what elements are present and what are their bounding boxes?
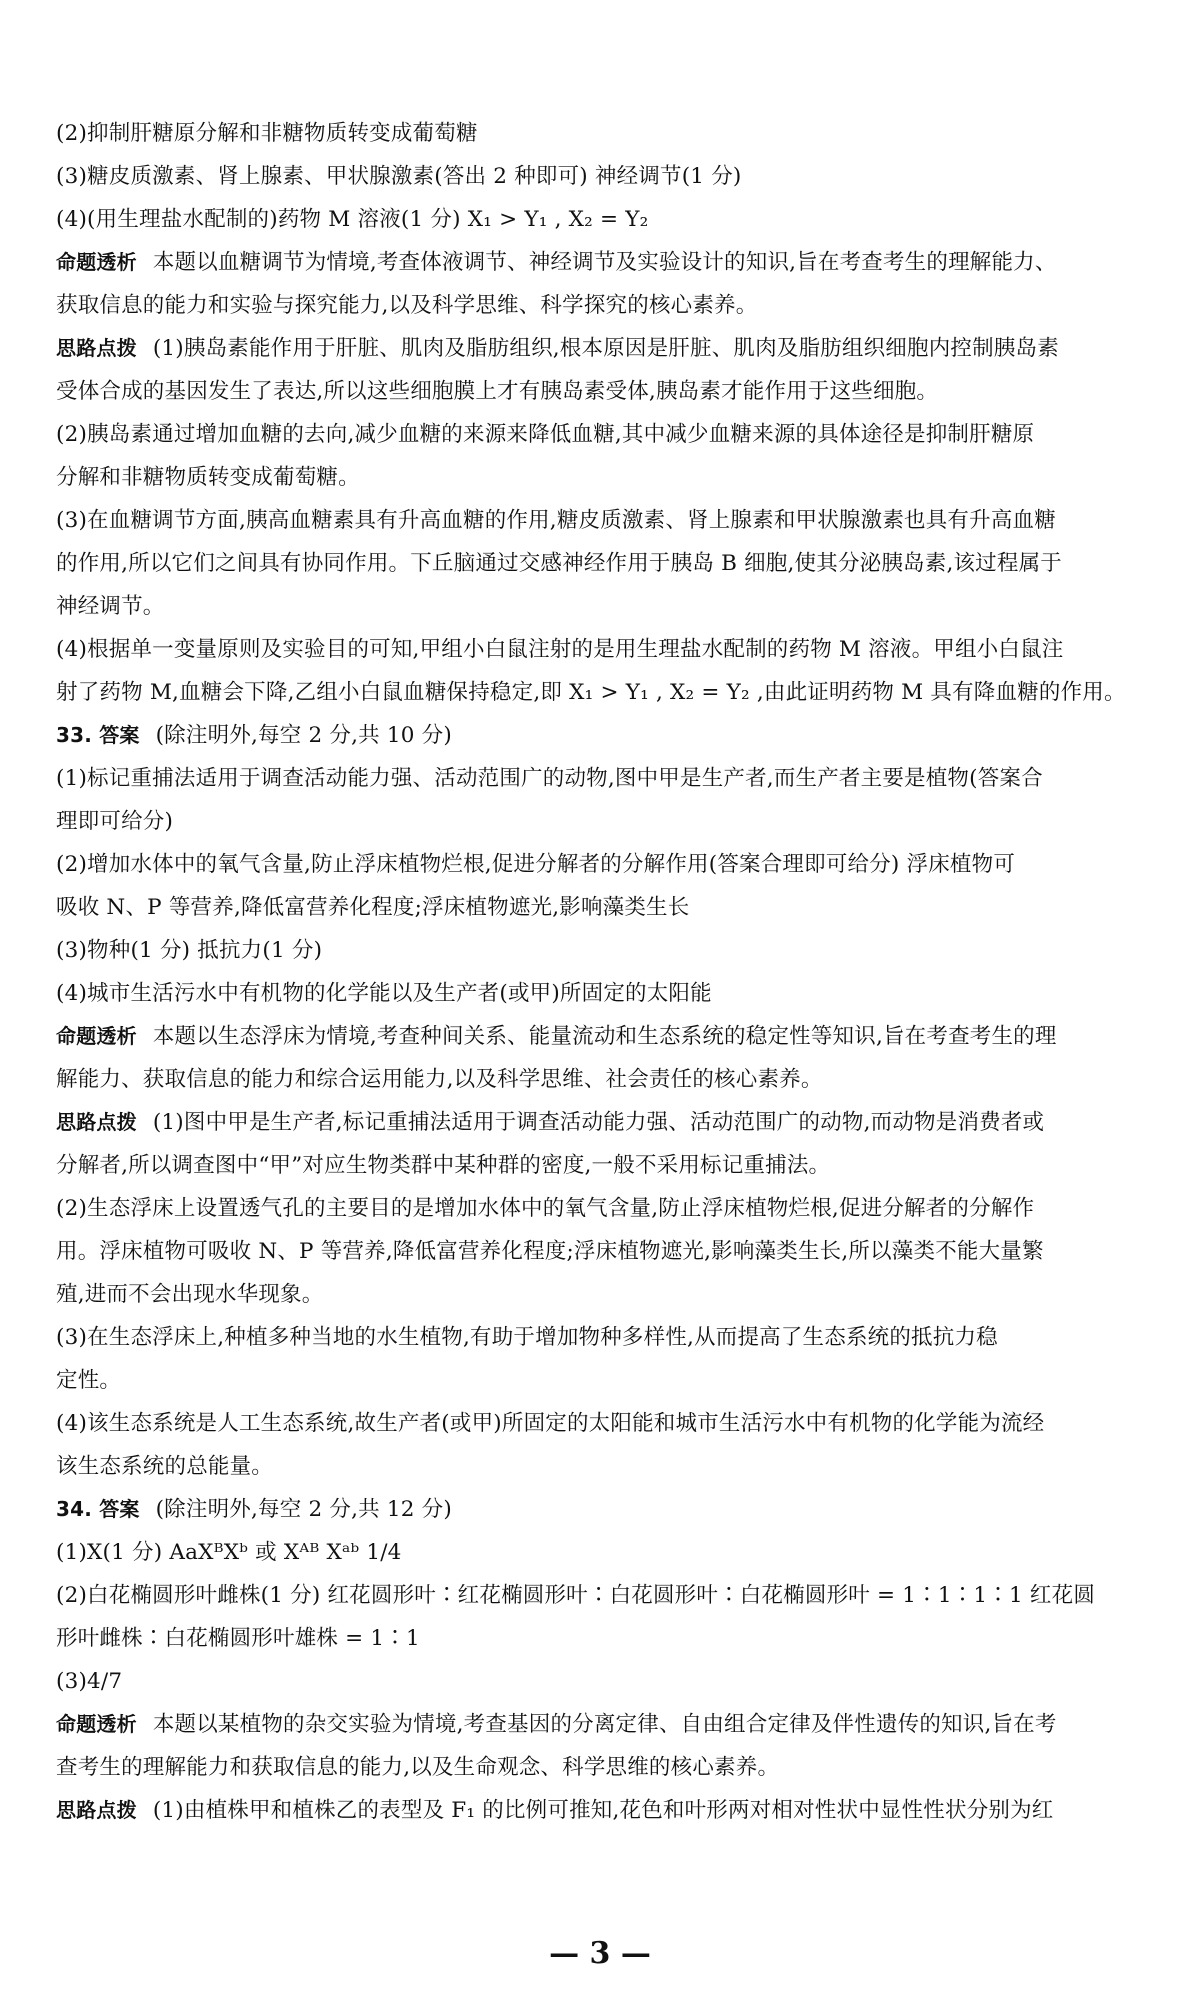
section-label-line (56, 1789, 1156, 1832)
section-label-line (56, 1101, 1156, 1144)
text-line (56, 1445, 1156, 1488)
text-line (56, 1746, 1156, 1789)
line-text: (3)物种(1 分) 抵抗力(1 分) (56, 938, 323, 963)
line-text: 理即可给分) (56, 809, 174, 834)
line-text: 解能力、获取信息的能力和综合运用能力,以及科学思维、社会责任的核心素养。 (56, 1067, 823, 1092)
text-line (56, 1187, 1156, 1230)
section-label: 思路点拨 (56, 1110, 137, 1134)
text-line (56, 886, 1156, 929)
line-text: 该生态系统的总能量。 (56, 1454, 274, 1479)
line-text: 分解和非糖物质转变成葡萄糖。 (56, 465, 360, 490)
text-line (56, 800, 1156, 843)
line-text: (3)在生态浮床上,种植多种当地的水生植物,有助于增加物种多样性,从而提高了生态系统的抵抗力稳 (56, 1325, 998, 1350)
line-text: (4)城市生活污水中有机物的化学能以及生产者(或甲)所固定的太阳能 (56, 981, 712, 1006)
line-text: 本题以血糖调节为情境,考查体液调节、神经调节及实验设计的知识,旨在考查考生的理解能力、 (152, 250, 1057, 275)
line-text: 用。浮床植物可吸收 N、P 等营养,降低富营养化程度;浮床植物遮光,影响藻类生长,所以藻类不能大量繁 (56, 1239, 1044, 1264)
line-text: 本题以某植物的杂交实验为情境,考查基因的分离定律、自由组合定律及伴性遗传的知识,旨在考 (152, 1712, 1057, 1737)
line-text: (3)在血糖调节方面,胰高血糖素具有升高血糖的作用,糖皮质激素、肾上腺素和甲状腺激素也具有升高血糖 (56, 508, 1056, 533)
text-line (56, 1316, 1156, 1359)
text-line (56, 284, 1156, 327)
line-text: 殖,进而不会出现水华现象。 (56, 1282, 324, 1307)
line-text: 射了药物 M,血糖会下降,乙组小白鼠血糖保持稳定,即 X₁ > Y₁ , X₂ = Y₂ ,由此证明药物 M 具有降血糖的作用。 (56, 680, 1126, 705)
line-text: (3)4/7 (56, 1669, 123, 1694)
line-text: (2)胰岛素通过增加血糖的去向,减少血糖的来源来降低血糖,其中减少血糖来源的具体途径是抑制肝糖原 (56, 422, 1035, 447)
line-text: 分解者,所以调查图中“甲”对应生物类群中某种群的密度,一般不采用标记重捕法。 (56, 1153, 831, 1178)
text-line (56, 112, 1156, 155)
line-text: 的作用,所以它们之间具有协同作用。下丘脑通过交感神经作用于胰岛 B 细胞,使其分泌胰岛素,该过程属于 (56, 551, 1062, 576)
line-text: (1)X(1 分) AaXᴮXᵇ 或 Xᴬᴮ Xᵃᵇ 1/4 (56, 1540, 402, 1565)
line-text: (2)抑制肝糖原分解和非糖物质转变成葡萄糖 (56, 121, 478, 146)
text-line (56, 1058, 1156, 1101)
line-text: 获取信息的能力和实验与探究能力,以及科学思维、科学探究的核心素养。 (56, 293, 758, 318)
line-text: (1)胰岛素能作用于肝脏、肌肉及脂肪组织,根本原因是肝脏、肌肉及脂肪组织细胞内控制胰岛素 (152, 336, 1059, 361)
line-text: 神经调节。 (56, 594, 165, 619)
page-number: — 3 — (549, 1936, 651, 1971)
text-line (56, 1531, 1156, 1574)
answer-text-body (56, 112, 1156, 1832)
section-label-line (56, 1703, 1156, 1746)
text-line (56, 155, 1156, 198)
text-line (56, 1660, 1156, 1703)
text-line (56, 1402, 1156, 1445)
line-text: (2)生态浮床上设置透气孔的主要目的是增加水体中的氧气含量,防止浮床植物烂根,促进分解者的分解作 (56, 1196, 1035, 1221)
text-line (56, 499, 1156, 542)
line-text: (除注明外,每空 2 分,共 10 分) (155, 723, 452, 748)
text-line (56, 1230, 1156, 1273)
line-text: (4)(用生理盐水配制的)药物 M 溶液(1 分) X₁ > Y₁ , X₂ = Y₂ (56, 207, 649, 232)
line-text: (1)图中甲是生产者,标记重捕法适用于调查活动能力强、活动范围广的动物,而动物是消费者或 (152, 1110, 1045, 1135)
line-text: 本题以生态浮床为情境,考查种间关系、能量流动和生态系统的稳定性等知识,旨在考查考生的理 (152, 1024, 1057, 1049)
text-line (56, 456, 1156, 499)
line-text: 吸收 N、P 等营养,降低富营养化程度;浮床植物遮光,影响藻类生长 (56, 895, 690, 920)
text-line (56, 585, 1156, 628)
answer-label: 33. 答案 (56, 723, 140, 747)
text-line (56, 671, 1156, 714)
answer-heading-line (56, 714, 1156, 757)
text-line (56, 1574, 1156, 1617)
line-text: (4)根据单一变量原则及实验目的可知,甲组小白鼠注射的是用生理盐水配制的药物 M 溶液。甲组小白鼠注 (56, 637, 1064, 662)
section-label: 思路点拨 (56, 336, 137, 360)
section-label: 命题透析 (56, 1024, 137, 1048)
line-text: (1)标记重捕法适用于调查活动能力强、活动范围广的动物,图中甲是生产者,而生产者主要是植物(答案合 (56, 766, 1043, 791)
text-line (56, 929, 1156, 972)
line-text: (2)白花椭圆形叶雌株(1 分) 红花圆形叶∶红花椭圆形叶∶白花圆形叶∶白花椭圆形叶 = 1∶1∶1∶1 红花圆 (56, 1583, 1096, 1608)
line-text: (1)由植株甲和植株乙的表型及 F₁ 的比例可推知,花色和叶形两对相对性状中显性性状分别为红 (152, 1798, 1054, 1823)
line-text: (3)糖皮质激素、肾上腺素、甲状腺激素(答出 2 种即可) 神经调节(1 分) (56, 164, 742, 189)
line-text: (4)该生态系统是人工生态系统,故生产者(或甲)所固定的太阳能和城市生活污水中有机物的化学能为流经 (56, 1411, 1045, 1436)
section-label: 命题透析 (56, 250, 137, 274)
line-text: 形叶雌株∶白花椭圆形叶雄株 = 1∶1 (56, 1626, 420, 1651)
section-label: 思路点拨 (56, 1798, 137, 1822)
text-line (56, 413, 1156, 456)
section-label-line (56, 327, 1156, 370)
text-line (56, 972, 1156, 1015)
text-line (56, 628, 1156, 671)
text-line (56, 1617, 1156, 1660)
text-line (56, 1359, 1156, 1402)
text-line (56, 757, 1156, 800)
section-label: 命题透析 (56, 1712, 137, 1736)
line-text: 定性。 (56, 1368, 122, 1393)
line-text: 受体合成的基因发生了表达,所以这些细胞膜上才有胰岛素受体,胰岛素才能作用于这些细胞。 (56, 379, 939, 404)
line-text: (2)增加水体中的氧气含量,防止浮床植物烂根,促进分解者的分解作用(答案合理即可给分) 浮床植物可 (56, 852, 1016, 877)
line-text: (除注明外,每空 2 分,共 12 分) (155, 1497, 452, 1522)
answer-label: 34. 答案 (56, 1497, 140, 1521)
text-line (56, 1144, 1156, 1187)
section-label-line (56, 241, 1156, 284)
section-label-line (56, 1015, 1156, 1058)
text-line (56, 542, 1156, 585)
text-line (56, 198, 1156, 241)
answer-heading-line (56, 1488, 1156, 1531)
line-text: 查考生的理解能力和获取信息的能力,以及生命观念、科学思维的核心素养。 (56, 1755, 780, 1780)
text-line (56, 370, 1156, 413)
text-line (56, 843, 1156, 886)
text-line (56, 1273, 1156, 1316)
